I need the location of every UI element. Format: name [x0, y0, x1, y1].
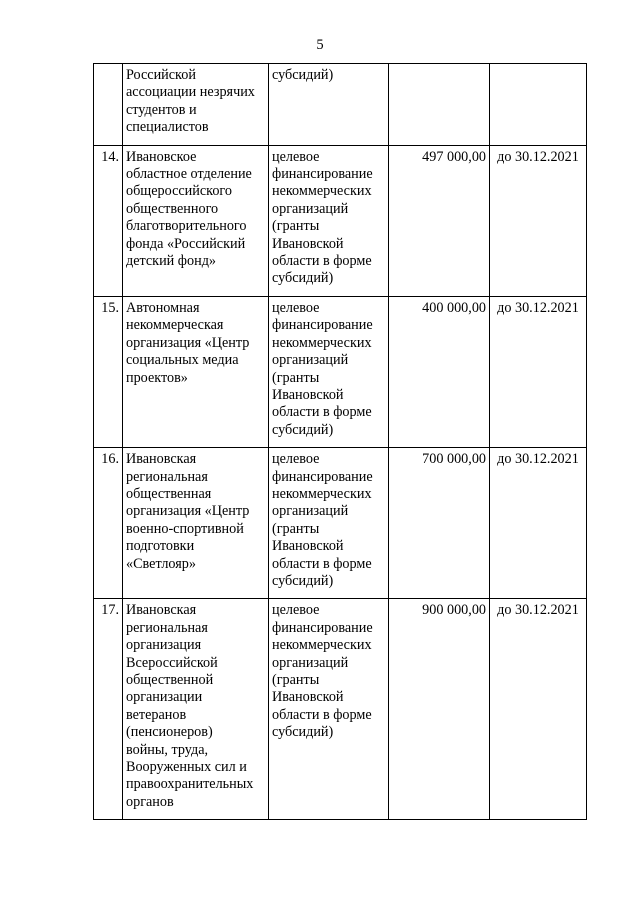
organization-name-line: общероссийского	[126, 183, 232, 200]
purpose-line: целевое	[272, 451, 320, 468]
organization-name-line: проектов»	[126, 369, 188, 386]
purpose-line: целевое	[272, 148, 320, 165]
deadline-cell: до 30.12.2021	[490, 145, 587, 296]
purpose-line: области в форме	[272, 555, 372, 572]
organization-name-line: благотворительного	[126, 218, 247, 235]
purpose-line: (гранты	[272, 218, 320, 235]
purpose-line: субсидий)	[272, 67, 334, 83]
organization-name-line: специалистов	[126, 119, 209, 136]
organization-name-line: (пенсионеров)	[126, 724, 213, 741]
purpose-line: финансирование	[272, 619, 373, 636]
purpose-line: (гранты	[272, 672, 320, 688]
grants-table-body	[94, 64, 587, 820]
organization-name-line: ветеранов	[126, 706, 187, 723]
organization-name-line: общественного	[126, 200, 219, 217]
purpose-line: некоммерческих	[272, 637, 372, 654]
purpose-line: организаций	[272, 352, 349, 369]
row-number-cell: 15.	[94, 296, 123, 447]
purpose-line: организаций	[272, 503, 349, 520]
organization-name-cell	[123, 599, 269, 820]
organization-name-line: организация	[126, 637, 202, 654]
purpose-line: области в форме	[272, 706, 372, 723]
purpose-line: (гранты	[272, 520, 320, 537]
organization-name-line: «Светлояр»	[126, 555, 196, 572]
purpose-line: финансирование	[272, 317, 373, 334]
organization-name-line: Всероссийской	[126, 654, 218, 671]
organization-name-line: детский фонд»	[126, 253, 217, 270]
amount-cell: 900 000,00	[389, 599, 490, 820]
organization-name-line: Автономная	[126, 299, 200, 316]
grants-table	[93, 63, 587, 820]
organization-name-line: студентов и	[126, 101, 197, 118]
purpose-line: области в форме	[272, 404, 372, 421]
organization-name-line: органов	[126, 793, 174, 810]
purpose-line: Ивановской	[272, 689, 344, 706]
purpose-line: некоммерческих	[272, 183, 372, 200]
purpose-cell	[269, 145, 389, 296]
organization-name-line: подготовки	[126, 538, 195, 555]
purpose-line: Ивановской	[272, 386, 344, 403]
purpose-line: целевое	[272, 602, 320, 619]
deadline-cell: до 30.12.2021	[490, 296, 587, 447]
purpose-cell	[269, 296, 389, 447]
amount-cell: 400 000,00	[389, 296, 490, 447]
purpose-line: организаций	[272, 654, 349, 671]
organization-name-line: Ивановская	[126, 451, 197, 468]
organization-name-line: правоохранительных	[126, 776, 254, 793]
amount-cell: 497 000,00	[389, 145, 490, 296]
purpose-line: целевое	[272, 299, 320, 316]
purpose-cell	[269, 599, 389, 820]
organization-name-line: Ивановская	[126, 602, 197, 619]
purpose-line: (гранты	[272, 369, 320, 386]
amount-cell: 700 000,00	[389, 448, 490, 599]
amount-cell	[389, 64, 490, 146]
organization-name-line: региональная	[126, 619, 208, 636]
purpose-line: субсидий)	[272, 724, 334, 741]
organization-name-line: фонда «Российский	[126, 235, 246, 252]
organization-name-line: Ивановское	[126, 148, 197, 165]
organization-name-line: областное отделение	[126, 166, 252, 183]
purpose-line: субсидий)	[272, 572, 334, 589]
table-row	[94, 145, 587, 296]
purpose-cell	[269, 64, 389, 146]
purpose-line: некоммерческих	[272, 485, 372, 502]
purpose-line: субсидий)	[272, 270, 334, 287]
purpose-line: некоммерческих	[272, 334, 372, 351]
organization-name-line: военно-спортивной	[126, 520, 244, 537]
table-row	[94, 64, 587, 146]
organization-name-line: Вооруженных сил и	[126, 759, 247, 776]
organization-name-cell	[123, 296, 269, 447]
organization-name-cell	[123, 448, 269, 599]
deadline-cell: до 30.12.2021	[490, 448, 587, 599]
organization-name-line: общественная	[126, 485, 212, 502]
table-row	[94, 296, 587, 447]
table-row	[94, 448, 587, 599]
table-row	[94, 599, 587, 820]
organization-name-line: общественной	[126, 672, 214, 688]
row-number-cell: 14.	[94, 145, 123, 296]
organization-name-line: ассоциации незрячих	[126, 84, 255, 101]
deadline-cell: до 30.12.2021	[490, 599, 587, 820]
organization-name-cell	[123, 145, 269, 296]
purpose-cell	[269, 448, 389, 599]
organization-name-cell	[123, 64, 269, 146]
page-number: 5	[316, 37, 324, 53]
organization-name-line: войны, труда,	[126, 741, 209, 758]
row-number-cell	[94, 64, 123, 146]
purpose-line: субсидий)	[272, 421, 334, 438]
organization-name-line: Российской	[126, 67, 196, 83]
row-number-cell: 16.	[94, 448, 123, 599]
purpose-line: финансирование	[272, 468, 373, 485]
deadline-cell	[490, 64, 587, 146]
organization-name-line: организация «Центр	[126, 334, 250, 351]
organization-name-line: некоммерческая	[126, 317, 224, 334]
purpose-line: финансирование	[272, 166, 373, 183]
purpose-line: области в форме	[272, 253, 372, 270]
purpose-line: Ивановской	[272, 235, 344, 252]
organization-name-line: социальных медиа	[126, 352, 239, 369]
organization-name-line: организация «Центр	[126, 503, 250, 520]
purpose-line: Ивановской	[272, 538, 344, 555]
organization-name-line: организации	[126, 689, 203, 706]
organization-name-line: региональная	[126, 468, 208, 485]
purpose-line: организаций	[272, 200, 349, 217]
row-number-cell: 17.	[94, 599, 123, 820]
